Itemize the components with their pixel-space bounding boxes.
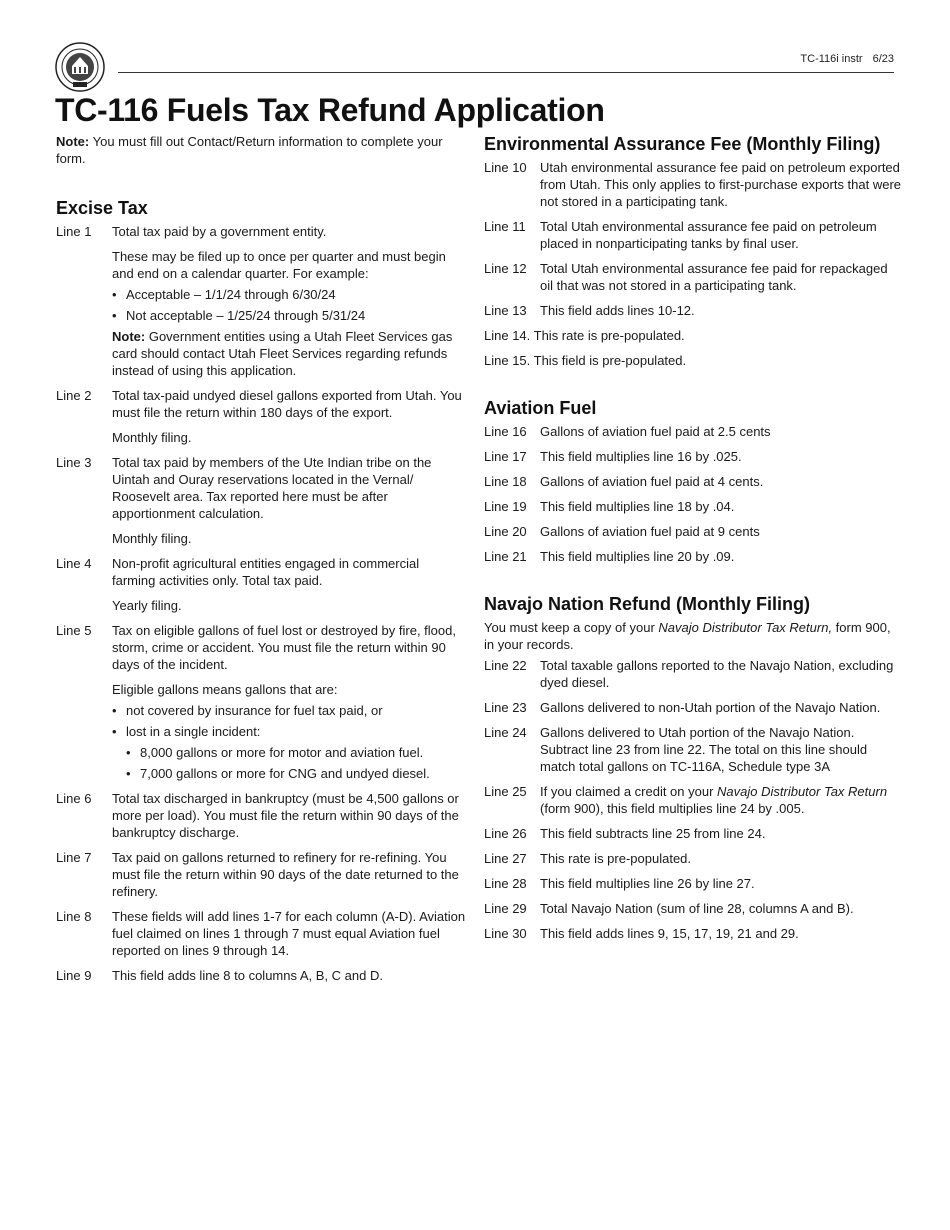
line-5-bullet-1: • not covered by insurance for fuel tax paid, or (112, 703, 383, 718)
line-5-sub-bullet-2-text: 7,000 gallons or more for CNG and undyed diesel. (140, 766, 430, 781)
line-1-bullet-1: • Acceptable – 1/1/24 through 6/30/24 (112, 287, 336, 302)
line-13-label: Line 13 (484, 303, 527, 318)
line-23-label: Line 23 (484, 700, 527, 715)
line-24-entry (484, 724, 904, 775)
line-2-entry (56, 387, 466, 421)
line-13-entry (484, 302, 904, 319)
form-id (790, 53, 894, 65)
line-3-entry (56, 454, 466, 522)
form-code: TC-116i instr (800, 53, 863, 65)
navajo-intro-post: form 900, in your records. (484, 620, 891, 652)
line-19-label: Line 19 (484, 499, 527, 514)
line-14-entry: Line 14. This rate is pre-populated. (484, 328, 685, 343)
line-1-note-label: Note: (112, 329, 146, 344)
line-20-label: Line 20 (484, 524, 527, 539)
line-8-text: These fields will add lines 1-7 for each column (A-D). Aviation fuel claimed on lines 1 through 7 must equal Aviation fuel reported on lines 9 through 14. (112, 909, 466, 958)
line-1-entry (56, 223, 466, 240)
line-25-text (540, 783, 904, 817)
line-18-label: Line 18 (484, 474, 527, 489)
line-17-label: Line 17 (484, 449, 527, 464)
line-25-italic: Navajo Distributor Tax Return (717, 784, 888, 799)
line-22-entry (484, 657, 904, 691)
line-25-pre: If you claimed a credit on your (540, 784, 718, 799)
line-1-bullet-2-text: Not acceptable – 1/25/24 through 5/31/24 (126, 308, 366, 323)
line-9-text: This field adds line 8 to columns A, B, C and D. (112, 968, 383, 983)
line-10-entry (484, 159, 904, 210)
line-1-label: Line 1 (56, 224, 92, 239)
line-25-post: (form 900), this field multiplies line 24 by .005. (540, 801, 805, 816)
line-2-filing: Monthly filing. (112, 430, 192, 445)
line-26-label: Line 26 (484, 826, 527, 841)
line-17-entry (484, 448, 904, 465)
line-29-label: Line 29 (484, 901, 527, 916)
line-4-text: Non-profit agricultural entities engaged in commercial farming activities only. Total tax paid. (112, 556, 420, 588)
line-18-entry (484, 473, 904, 490)
line-23-entry (484, 699, 904, 716)
line-6-label: Line 6 (56, 791, 92, 806)
line-12-entry (484, 260, 904, 294)
aviation-fuel-heading: Aviation Fuel (484, 398, 597, 418)
line-7-text: Tax paid on gallons returned to refinery for re-refining. You must file the return within 90 days of the date returned to the refinery. (112, 850, 459, 899)
line-9-label: Line 9 (56, 968, 92, 983)
line-24-label: Line 24 (484, 725, 527, 740)
line-28-text: This field multiplies line 26 by line 27. (540, 876, 755, 891)
line-11-entry (484, 218, 904, 252)
navajo-intro (484, 619, 904, 653)
line-7-entry (56, 849, 466, 900)
line-27-entry (484, 850, 904, 867)
line-5-sub-bullet-1: • 8,000 gallons or more for motor and aviation fuel. (126, 745, 424, 760)
line-13-text: This field adds lines 10-12. (540, 303, 695, 318)
line-30-text: This field adds lines 9, 15, 17, 19, 21 and 29. (540, 926, 799, 941)
line-19-entry (484, 498, 904, 515)
line-3-text: Total tax paid by members of the Ute Indian tribe on the Uintah and Ouray reservations located in the Vernal/ Roosevelt area. Tax reported here must be after apportionment calculation. (112, 455, 432, 521)
line-5-label: Line 5 (56, 623, 92, 638)
navajo-intro-pre: You must keep a copy of your (484, 620, 659, 635)
line-6-entry (56, 790, 466, 841)
line-8-entry (56, 908, 466, 959)
line-5-bullet-1-text: not covered by insurance for fuel tax paid, or (126, 703, 383, 718)
line-30-entry (484, 925, 904, 942)
line-12-text: Total Utah environmental assurance fee paid for repackaged oil that was not stored in a participating tank. (540, 261, 888, 293)
line-20-entry (484, 523, 904, 540)
line-5-bullet-2: • lost in a single incident: (112, 724, 261, 739)
line-2-label: Line 2 (56, 388, 92, 403)
line-11-label: Line 11 (484, 219, 526, 234)
line-5-entry (56, 622, 466, 673)
line-1-note (112, 328, 466, 379)
line-1-note-text: Government entities using a Utah Fleet Services gas card should contact Utah Fleet Services regarding refunds instead of using this application. (112, 329, 453, 378)
line-3-filing: Monthly filing. (112, 531, 192, 546)
line-29-entry (484, 900, 904, 917)
line-5-bullet-2-text: lost in a single incident: (126, 724, 261, 739)
line-24-text: Gallons delivered to Utah portion of the Navajo Nation. Subtract line 23 from line 22. The total on this line should match total gallons on TC-116A, Schedule type 3A (540, 725, 868, 774)
line-5-sub-bullet-1-text: 8,000 gallons or more for motor and aviation fuel. (140, 745, 424, 760)
line-25-label: Line 25 (484, 784, 527, 799)
line-26-entry (484, 825, 904, 842)
line-29-text: Total Navajo Nation (sum of line 28, columns A and B). (540, 901, 854, 916)
line-25-entry (484, 783, 904, 817)
line-2-text: Total tax-paid undyed diesel gallons exported from Utah. You must file the return within 180 days of the export. (112, 388, 462, 420)
line-28-label: Line 28 (484, 876, 527, 891)
line-16-entry (484, 423, 904, 440)
line-10-text: Utah environmental assurance fee paid on petroleum exported from Utah. This only applies to first-purchase exports that were not stored in a participating tank. (540, 160, 902, 209)
header-rule (118, 72, 894, 73)
line-27-label: Line 27 (484, 851, 527, 866)
line-5-detail: Eligible gallons means gallons that are: (112, 682, 338, 697)
line-1-bullet-1-text: Acceptable – 1/1/24 through 6/30/24 (126, 287, 336, 302)
navajo-intro-italic: Navajo Distributor Tax Return, (658, 620, 833, 635)
line-21-entry (484, 548, 904, 565)
line-1-detail: These may be filed up to once per quarter and must begin and end on a calendar quarter. For example: (112, 249, 446, 281)
line-4-label: Line 4 (56, 556, 92, 571)
line-22-text: Total taxable gallons reported to the Navajo Nation, excluding dyed diesel. (540, 658, 894, 690)
line-16-text: Gallons of aviation fuel paid at 2.5 cents (540, 424, 771, 439)
line-12-label: Line 12 (484, 261, 527, 276)
line-21-text: This field multiplies line 20 by .09. (540, 549, 735, 564)
line-22-label: Line 22 (484, 658, 527, 673)
line-4-filing: Yearly filing. (112, 598, 182, 613)
line-5-text: Tax on eligible gallons of fuel lost or destroyed by fire, flood, storm, crime or accident. You must file the return within 90 days of the incident. (112, 623, 456, 672)
line-16-label: Line 16 (484, 424, 527, 439)
line-11-text: Total Utah environmental assurance fee paid on petroleum placed in nonparticipating tanks by final user. (540, 219, 877, 251)
line-9-entry (56, 967, 466, 984)
line-7-label: Line 7 (56, 850, 92, 865)
intro-note-text: You must fill out Contact/Return information to complete your form. (56, 134, 443, 166)
line-5-sub-bullet-2: • 7,000 gallons or more for CNG and undyed diesel. (126, 766, 430, 781)
right-column (484, 133, 904, 942)
line-19-text: This field multiplies line 18 by .04. (540, 499, 735, 514)
line-23-text: Gallons delivered to non-Utah portion of the Navajo Nation. (540, 700, 881, 715)
line-21-label: Line 21 (484, 549, 527, 564)
intro-note-label: Note: (56, 134, 90, 149)
page-title: TC-116 Fuels Tax Refund Application (55, 92, 605, 128)
line-8-label: Line 8 (56, 909, 92, 924)
line-28-entry (484, 875, 904, 892)
line-4-entry (56, 555, 466, 589)
line-26-text: This field subtracts line 25 from line 24. (540, 826, 766, 841)
environmental-fee-heading: Environmental Assurance Fee (Monthly Filing) (484, 134, 881, 154)
line-20-text: Gallons of aviation fuel paid at 9 cents (540, 524, 760, 539)
line-15-entry: Line 15. This field is pre-populated. (484, 353, 687, 368)
line-18-text: Gallons of aviation fuel paid at 4 cents. (540, 474, 764, 489)
line-27-text: This rate is pre-populated. (540, 851, 692, 866)
line-10-label: Line 10 (484, 160, 527, 175)
excise-tax-heading: Excise Tax (56, 198, 148, 218)
line-3-label: Line 3 (56, 455, 92, 470)
intro-note (56, 133, 466, 167)
line-1-text: Total tax paid by a government entity. (112, 224, 327, 239)
line-1-bullet-2: • Not acceptable – 1/25/24 through 5/31/24 (112, 308, 366, 323)
line-17-text: This field multiplies line 16 by .025. (540, 449, 742, 464)
line-6-text: Total tax discharged in bankruptcy (must be 4,500 gallons or more per load). You must file the return within 90 days of the bankruptcy discharge. (112, 791, 459, 840)
utah-tax-commission-seal-icon (55, 42, 105, 92)
line-30-label: Line 30 (484, 926, 527, 941)
form-revision: 6/23 (872, 53, 894, 65)
navajo-refund-heading: Navajo Nation Refund (Monthly Filing) (484, 594, 810, 614)
left-column (56, 133, 466, 984)
